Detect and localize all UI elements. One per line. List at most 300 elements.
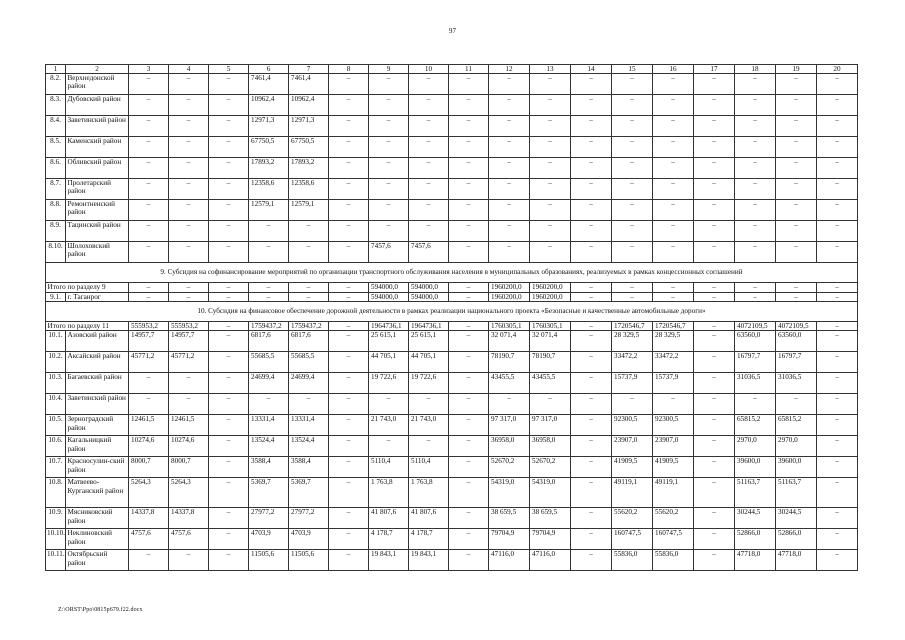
section-heading-row — [46, 301, 858, 321]
value-cell: – — [653, 137, 694, 158]
value-cell: – — [694, 292, 735, 301]
value-cell: 31036,5 — [776, 373, 817, 394]
value-cell: – — [653, 158, 694, 179]
value-cell: – — [329, 137, 369, 158]
value-cell: – — [817, 95, 858, 116]
value-cell: – — [329, 352, 369, 373]
value-cell: 23907,0 — [653, 436, 694, 457]
value-cell: – — [209, 394, 249, 415]
value-cell: 33472,2 — [653, 352, 694, 373]
value-cell: 30244,5 — [776, 508, 817, 529]
value-cell: – — [571, 158, 612, 179]
value-cell: 1960200,0 — [489, 292, 530, 301]
value-cell: 5264,3 — [169, 478, 209, 508]
value-cell: – — [129, 158, 169, 179]
value-cell: 27977,2 — [289, 508, 329, 529]
total-value-cell: 1760305,1 — [530, 321, 571, 331]
value-cell: 7461,4 — [289, 74, 329, 95]
value-cell: 8000,7 — [169, 457, 209, 478]
value-cell: 11505,6 — [249, 550, 289, 571]
table-row — [46, 478, 858, 508]
value-cell: – — [409, 137, 449, 158]
column-number-cell: 3 — [129, 65, 169, 74]
value-cell: 52866,0 — [776, 529, 817, 550]
value-cell: – — [694, 95, 735, 116]
value-cell: 36958,0 — [489, 436, 530, 457]
value-cell: 44 705,1 — [369, 352, 409, 373]
row-number-cell: 10.5. — [46, 415, 66, 436]
value-cell: – — [612, 292, 653, 301]
value-cell: 6817,6 — [289, 331, 329, 352]
value-cell: 4757,6 — [129, 529, 169, 550]
column-number-cell: 8 — [329, 65, 369, 74]
value-cell: – — [169, 95, 209, 116]
table-row — [46, 292, 858, 301]
value-cell: – — [694, 221, 735, 242]
municipality-name-cell: Дубовский район — [66, 95, 129, 116]
value-cell: – — [369, 200, 409, 221]
value-cell: – — [169, 200, 209, 221]
value-cell: 3588,4 — [289, 457, 329, 478]
value-cell: – — [694, 116, 735, 137]
subsidy-table — [45, 64, 858, 571]
value-cell: – — [369, 158, 409, 179]
value-cell: – — [530, 394, 571, 415]
value-cell: – — [694, 352, 735, 373]
value-cell: – — [530, 95, 571, 116]
value-cell: – — [329, 457, 369, 478]
value-cell: 21 743,0 — [409, 415, 449, 436]
total-value-cell: 1960200,0 — [530, 283, 571, 293]
value-cell: 21 743,0 — [369, 415, 409, 436]
value-cell: 16797,7 — [735, 352, 776, 373]
value-cell: 31036,5 — [735, 373, 776, 394]
row-number-cell: 10.10. — [46, 529, 66, 550]
value-cell: – — [209, 158, 249, 179]
value-cell: – — [653, 116, 694, 137]
value-cell: 4 178,7 — [369, 529, 409, 550]
value-cell: 594000,0 — [409, 292, 449, 301]
value-cell: 67750,5 — [289, 137, 329, 158]
total-value-cell: 1720546,7 — [612, 321, 653, 331]
value-cell: 63560,0 — [776, 331, 817, 352]
value-cell: 43455,5 — [489, 373, 530, 394]
value-cell: – — [209, 331, 249, 352]
value-cell: – — [129, 137, 169, 158]
value-cell: – — [571, 116, 612, 137]
value-cell: – — [571, 436, 612, 457]
footer-file-path: Z:\ORST\Ppo\0815p679.f22.docx — [58, 607, 143, 613]
value-cell: – — [209, 221, 249, 242]
column-number-cell: 15 — [612, 65, 653, 74]
value-cell: – — [209, 415, 249, 436]
value-cell: – — [409, 436, 449, 457]
municipality-name-cell: Верхнедонской район — [66, 74, 129, 95]
value-cell: 10274,6 — [169, 436, 209, 457]
column-number-cell: 18 — [735, 65, 776, 74]
row-number-cell: 8.6. — [46, 158, 66, 179]
total-value-cell: – — [169, 283, 209, 293]
value-cell: – — [449, 292, 489, 301]
municipality-name-cell: Азовский район — [66, 331, 129, 352]
value-cell: – — [369, 95, 409, 116]
total-value-cell: 1960200,0 — [489, 283, 530, 293]
value-cell: 41 807,6 — [409, 508, 449, 529]
value-cell: – — [653, 292, 694, 301]
row-number-cell: 10.7. — [46, 457, 66, 478]
value-cell: – — [169, 550, 209, 571]
value-cell: – — [449, 74, 489, 95]
value-cell: 47116,0 — [489, 550, 530, 571]
value-cell: 28 329,5 — [653, 331, 694, 352]
value-cell: – — [653, 179, 694, 200]
value-cell: – — [776, 242, 817, 263]
value-cell: 41909,5 — [653, 457, 694, 478]
value-cell: 41909,5 — [612, 457, 653, 478]
value-cell: – — [289, 394, 329, 415]
row-number-cell: 10.6. — [46, 436, 66, 457]
value-cell: – — [329, 478, 369, 508]
table-row — [46, 95, 858, 116]
value-cell: – — [409, 74, 449, 95]
section-title: 9. Субсидия на софинансирование мероприятий по организации транспортного обслуживания населения в муниципальных образованиях, реализуемых в рамках концессионных соглашений — [46, 263, 858, 283]
value-cell: 5369,7 — [289, 478, 329, 508]
value-cell: 45771,2 — [129, 352, 169, 373]
total-value-cell: – — [449, 283, 489, 293]
value-cell: – — [489, 158, 530, 179]
value-cell: 25 615,1 — [369, 331, 409, 352]
value-cell: – — [530, 158, 571, 179]
value-cell: – — [612, 95, 653, 116]
value-cell: – — [489, 74, 530, 95]
table-row — [46, 508, 858, 529]
value-cell: – — [409, 394, 449, 415]
value-cell: 4703,9 — [289, 529, 329, 550]
value-cell: – — [530, 221, 571, 242]
value-cell: – — [369, 436, 409, 457]
value-cell: – — [129, 373, 169, 394]
value-cell: – — [612, 158, 653, 179]
value-cell: – — [735, 95, 776, 116]
row-number-cell: 8.5. — [46, 137, 66, 158]
column-number-cell: 2 — [66, 65, 129, 74]
value-cell: – — [694, 200, 735, 221]
column-number-cell: 20 — [817, 65, 858, 74]
value-cell: 52866,0 — [735, 529, 776, 550]
value-cell: – — [209, 508, 249, 529]
value-cell: – — [776, 221, 817, 242]
value-cell: – — [817, 137, 858, 158]
total-value-cell: 1759437,2 — [249, 321, 289, 331]
value-cell: – — [694, 158, 735, 179]
value-cell: – — [571, 242, 612, 263]
value-cell: – — [571, 394, 612, 415]
value-cell: – — [735, 116, 776, 137]
table-row — [46, 200, 858, 221]
value-cell: 10274,6 — [129, 436, 169, 457]
value-cell: 160747,5 — [612, 529, 653, 550]
value-cell: – — [817, 292, 858, 301]
municipality-name-cell: Матвеево-Курганский район — [66, 478, 129, 508]
municipality-name-cell: Красносулин-ский район — [66, 457, 129, 478]
value-cell: – — [289, 221, 329, 242]
value-cell: – — [694, 394, 735, 415]
value-cell: – — [817, 508, 858, 529]
value-cell: – — [169, 221, 209, 242]
value-cell: – — [489, 116, 530, 137]
value-cell: – — [449, 529, 489, 550]
row-number-cell: 8.10. — [46, 242, 66, 263]
value-cell: 36958,0 — [530, 436, 571, 457]
column-number-cell: 12 — [489, 65, 530, 74]
value-cell: – — [571, 529, 612, 550]
value-cell: – — [329, 331, 369, 352]
value-cell: – — [369, 137, 409, 158]
value-cell: – — [694, 508, 735, 529]
value-cell: 10962,4 — [249, 95, 289, 116]
value-cell: 78190,7 — [489, 352, 530, 373]
value-cell: – — [449, 457, 489, 478]
value-cell: – — [369, 179, 409, 200]
value-cell: 14957,7 — [129, 331, 169, 352]
total-value-cell: 1964736,1 — [409, 321, 449, 331]
value-cell: – — [776, 394, 817, 415]
value-cell: 45771,2 — [169, 352, 209, 373]
value-cell: – — [571, 137, 612, 158]
row-number-cell: 8.8. — [46, 200, 66, 221]
value-cell: – — [571, 352, 612, 373]
municipality-name-cell: Тацинский район — [66, 221, 129, 242]
value-cell: – — [449, 394, 489, 415]
value-cell: – — [653, 95, 694, 116]
value-cell: – — [369, 221, 409, 242]
value-cell: 12579,1 — [289, 200, 329, 221]
value-cell: 5110,4 — [409, 457, 449, 478]
value-cell: – — [209, 478, 249, 508]
value-cell: – — [776, 292, 817, 301]
value-cell: – — [530, 74, 571, 95]
total-value-cell: – — [694, 283, 735, 293]
total-value-cell: – — [612, 283, 653, 293]
column-number-cell: 17 — [694, 65, 735, 74]
value-cell: – — [817, 394, 858, 415]
value-cell: 5369,7 — [249, 478, 289, 508]
value-cell: 12461,5 — [129, 415, 169, 436]
value-cell: – — [694, 331, 735, 352]
value-cell: – — [735, 221, 776, 242]
value-cell: 12971,3 — [249, 116, 289, 137]
value-cell: – — [817, 116, 858, 137]
value-cell: 160747,5 — [653, 529, 694, 550]
row-number-cell: 8.4. — [46, 116, 66, 137]
total-value-cell: – — [571, 283, 612, 293]
value-cell: 51163,7 — [735, 478, 776, 508]
value-cell: 4703,9 — [249, 529, 289, 550]
table-row — [46, 331, 858, 352]
value-cell: 3588,4 — [249, 457, 289, 478]
value-cell: 43455,5 — [530, 373, 571, 394]
value-cell: – — [209, 74, 249, 95]
value-cell: – — [329, 292, 369, 301]
total-value-cell: – — [571, 321, 612, 331]
value-cell: – — [489, 200, 530, 221]
value-cell: – — [571, 221, 612, 242]
value-cell: – — [169, 242, 209, 263]
value-cell: – — [289, 292, 329, 301]
value-cell: – — [653, 221, 694, 242]
value-cell: 54319,0 — [530, 478, 571, 508]
value-cell: 5110,4 — [369, 457, 409, 478]
table-row — [46, 137, 858, 158]
value-cell: – — [209, 200, 249, 221]
value-cell: – — [694, 415, 735, 436]
value-cell: – — [776, 116, 817, 137]
value-cell: – — [129, 394, 169, 415]
value-cell: – — [735, 292, 776, 301]
column-number-cell: 16 — [653, 65, 694, 74]
value-cell: 8000,7 — [129, 457, 169, 478]
value-cell: 4 178,7 — [409, 529, 449, 550]
value-cell: – — [530, 200, 571, 221]
value-cell: 52670,2 — [489, 457, 530, 478]
value-cell: – — [817, 200, 858, 221]
value-cell: – — [289, 242, 329, 263]
value-cell: 49119,1 — [653, 478, 694, 508]
value-cell: – — [449, 508, 489, 529]
total-value-cell: – — [209, 321, 249, 331]
value-cell: 2970,0 — [776, 436, 817, 457]
row-number-cell: 10.3. — [46, 373, 66, 394]
total-value-cell: – — [289, 283, 329, 293]
column-number-cell: 9 — [369, 65, 409, 74]
value-cell: – — [209, 373, 249, 394]
total-value-cell: 555953,2 — [129, 321, 169, 331]
value-cell: – — [653, 74, 694, 95]
value-cell: – — [735, 242, 776, 263]
value-cell: 2970,0 — [735, 436, 776, 457]
total-value-cell: – — [817, 283, 858, 293]
total-value-cell: – — [653, 283, 694, 293]
value-cell: – — [209, 436, 249, 457]
table-row — [46, 529, 858, 550]
column-number-cell: 7 — [289, 65, 329, 74]
value-cell: – — [169, 394, 209, 415]
value-cell: 33472,2 — [612, 352, 653, 373]
value-cell: – — [817, 158, 858, 179]
value-cell: 38 659,5 — [530, 508, 571, 529]
value-cell: 55620,2 — [653, 508, 694, 529]
value-cell: 55836,0 — [653, 550, 694, 571]
column-number-cell: 6 — [249, 65, 289, 74]
value-cell: – — [694, 478, 735, 508]
value-cell: – — [329, 95, 369, 116]
value-cell: 92300,5 — [612, 415, 653, 436]
value-cell: – — [489, 221, 530, 242]
column-number-cell: 11 — [449, 65, 489, 74]
value-cell: – — [694, 457, 735, 478]
municipality-name-cell: Кагальницкий район — [66, 436, 129, 457]
column-number-cell: 13 — [530, 65, 571, 74]
municipality-name-cell: Шолоховский район — [66, 242, 129, 263]
value-cell: 55685,5 — [289, 352, 329, 373]
value-cell: – — [449, 352, 489, 373]
value-cell: – — [653, 242, 694, 263]
value-cell: – — [735, 137, 776, 158]
value-cell: – — [817, 74, 858, 95]
municipality-name-cell: Зерноградский район — [66, 415, 129, 436]
value-cell: – — [530, 116, 571, 137]
section-total-row — [46, 283, 858, 293]
total-value-cell: 1759437,2 — [289, 321, 329, 331]
value-cell: 14337,8 — [129, 508, 169, 529]
value-cell: – — [329, 158, 369, 179]
value-cell: – — [817, 331, 858, 352]
value-cell: – — [209, 292, 249, 301]
value-cell: 79704,9 — [489, 529, 530, 550]
value-cell: – — [817, 457, 858, 478]
table-row — [46, 116, 858, 137]
value-cell: – — [329, 508, 369, 529]
table-row — [46, 394, 858, 415]
value-cell: 47718,0 — [735, 550, 776, 571]
value-cell: – — [129, 221, 169, 242]
value-cell: – — [169, 158, 209, 179]
value-cell: – — [169, 179, 209, 200]
value-cell: 28 329,5 — [612, 331, 653, 352]
value-cell: – — [169, 373, 209, 394]
value-cell: – — [409, 200, 449, 221]
total-label: Итого по разделу 9 — [46, 283, 129, 293]
value-cell: – — [817, 179, 858, 200]
value-cell: 30244,5 — [735, 508, 776, 529]
row-number-cell: 8.3. — [46, 95, 66, 116]
value-cell: 32 071,4 — [489, 331, 530, 352]
value-cell: – — [329, 200, 369, 221]
value-cell: – — [489, 137, 530, 158]
value-cell: – — [129, 242, 169, 263]
value-cell: – — [817, 436, 858, 457]
value-cell: – — [489, 394, 530, 415]
value-cell: – — [571, 95, 612, 116]
value-cell: – — [209, 116, 249, 137]
value-cell: 12461,5 — [169, 415, 209, 436]
value-cell: – — [571, 478, 612, 508]
municipality-name-cell: г. Таганрог — [66, 292, 129, 301]
value-cell: 13331,4 — [249, 415, 289, 436]
value-cell: 55685,5 — [249, 352, 289, 373]
value-cell: – — [612, 242, 653, 263]
value-cell: – — [449, 179, 489, 200]
value-cell: 16797,7 — [776, 352, 817, 373]
value-cell: 92300,5 — [653, 415, 694, 436]
total-value-cell: 594000,0 — [369, 283, 409, 293]
municipality-name-cell: Заветинский район — [66, 116, 129, 137]
value-cell: – — [329, 221, 369, 242]
value-cell: – — [449, 550, 489, 571]
value-cell: – — [329, 116, 369, 137]
value-cell: – — [329, 373, 369, 394]
value-cell: 7461,4 — [249, 74, 289, 95]
value-cell: – — [449, 137, 489, 158]
value-cell: 49119,1 — [612, 478, 653, 508]
value-cell: 78190,7 — [530, 352, 571, 373]
total-value-cell: – — [129, 283, 169, 293]
value-cell: – — [612, 200, 653, 221]
value-cell: – — [489, 179, 530, 200]
value-cell: – — [817, 221, 858, 242]
table-row — [46, 436, 858, 457]
value-cell: – — [571, 373, 612, 394]
